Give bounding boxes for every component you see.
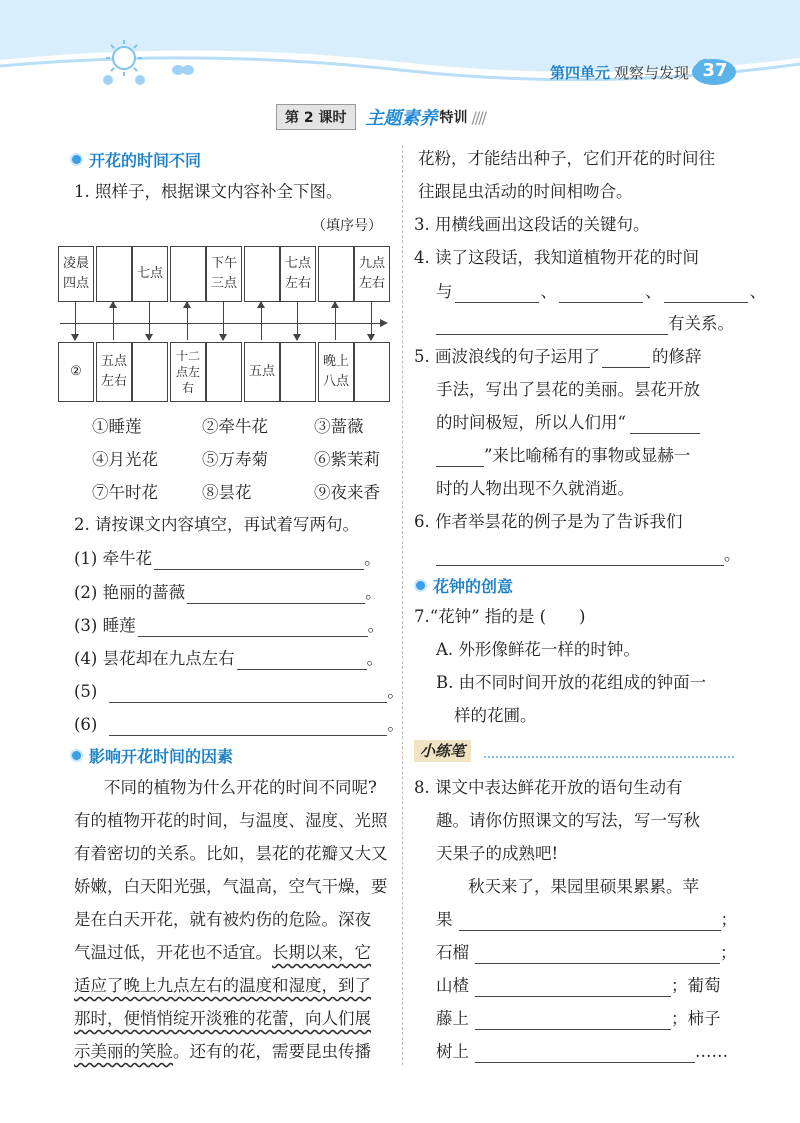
lesson-theme: 主题素养 [365,108,438,129]
answer-blank[interactable] [455,284,539,303]
q8-line: 树上 …… [436,1042,728,1061]
timeline-arrowhead-icon [380,319,388,327]
passage-line: 花粉，才能结出种子，它们开花的时间往 [418,149,715,168]
q4-blanks: 与 、 、 、 [436,282,766,301]
answer-blank[interactable] [436,316,668,335]
bullet-icon [72,751,81,760]
q2-item: (1) 牵牛花 [74,549,153,568]
passage-line: 有着密切的关系。比如，昙花的花瓣又大又 [74,844,388,863]
top-time-box: 九点 左右 [354,246,390,302]
unit-number: 第四单元 [550,64,611,82]
top-time-box[interactable] [170,246,206,302]
bottom-time-box[interactable] [354,342,390,402]
q8-line: 趣。请你仿照课文的写法，写一写秋 [436,811,700,830]
answer-blank[interactable] [187,585,365,604]
butterfly-icon [172,62,194,78]
q5-line: ”来比喻稀有的事物或显赫一 [436,445,690,467]
bottom-time-box[interactable] [280,342,316,402]
top-time-box[interactable] [318,246,354,302]
top-time-box: 凌晨 四点 [58,246,94,302]
option: ③蔷薇 [314,417,364,436]
bottom-time-box: 晚上 八点 [318,342,354,402]
section-heading-3: 花钟的创意 [416,574,513,597]
passage-line: 有的植物开花的时间，与温度、湿度、光照 [74,811,388,830]
q8-line: 石榴 ； [436,943,737,962]
diagram-arrow [335,302,336,340]
passage-line: 不同的植物为什么开花的时间不同呢? [104,778,377,797]
passage-line: 气温过低，开花也不适宜。长期以来，它 [74,943,371,962]
q3-stem: 3. 用横线画出这段话的关键句。 [414,215,650,234]
q2-item: (6) [74,715,98,734]
diagram-arrow [297,302,298,340]
bottom-time-box[interactable] [206,342,242,402]
passage-line: 示美丽的笑脸。还有的花，需要昆虫传播 [74,1042,371,1061]
passage-line: 娇嫩，白天阳光强，气温高，空气干燥，要 [74,877,388,896]
section-heading-1: 开花的时间不同 [72,148,201,171]
q2-stem: 2. 请按课文内容填空，再试着写两句。 [74,515,359,534]
unit-label [550,62,689,83]
q6-stem: 6. 作者举昙花的例子是为了告诉我们 [414,512,683,531]
q2-item: (5) [74,682,98,701]
diagram-arrow [223,302,224,340]
q4-end-line: 有关系。 [436,313,734,335]
section-heading-2: 影响开花时间的因素 [72,744,233,767]
top-time-box[interactable] [244,246,280,302]
answer-blank[interactable] [475,978,671,997]
lesson-number: 第 2 课时 [276,104,356,130]
q8-line: 8. 课文中表达鲜花开放的语句生动有 [414,778,683,797]
answer-blank[interactable] [664,284,748,303]
q2-item: (2) 艳丽的蔷薇 [74,583,186,602]
diagram-arrow [261,302,262,340]
answer-blank[interactable] [459,912,721,931]
passage-line: 是在白天开花，就有被灼伤的危险。深夜 [74,910,371,929]
q8-line: 天果子的成熟吧! [436,844,559,863]
option: ⑨夜来香 [314,483,380,502]
column-divider [402,145,403,1065]
answer-blank[interactable] [109,684,387,703]
diagram-arrow [187,302,188,340]
passage-line: 往跟昆虫活动的时间相吻合。 [418,182,633,201]
q4-stem: 4. 读了这段话，我知道植物开花的时间 [414,248,699,267]
page-number: 37 [702,60,728,81]
q5-line: 时的人物出现不久就消逝。 [436,479,634,498]
bottom-time-box: ② [58,342,94,402]
option: ⑧昙花 [202,483,252,502]
diagram-arrow [113,302,114,340]
option: ①睡莲 [92,417,142,436]
q7-option-a[interactable]: A. 外形像鲜花一样的时钟。 [436,640,640,659]
top-time-box: 七点 [132,246,168,302]
answer-blank[interactable] [475,945,720,964]
bottom-time-box: 五点 [244,342,280,402]
top-time-box: 下午 三点 [206,246,242,302]
answer-blank[interactable] [436,547,724,566]
q7-option-b[interactable]: B. 由不同时间开放的花组成的钟面一 [436,673,707,692]
q7-option-b-cont: 样的花圃。 [454,706,537,725]
q5-line: 手法，写出了昙花的美丽。昙花开放 [436,380,700,399]
title-decoration: //// [471,107,486,127]
answer-blank[interactable] [602,349,650,368]
answer-blank[interactable] [109,717,387,736]
sun-flower-icon [96,36,154,88]
option: ⑥紫茉莉 [314,450,380,469]
q1-stem: 1. 照样子，根据课文内容补全下图。 [74,182,343,201]
q5-line: 的时间极短，所以人们用“ [436,412,700,434]
answer-blank[interactable] [475,1011,671,1030]
top-time-box[interactable] [96,246,132,302]
top-time-box: 七点 左右 [280,246,316,302]
passage-line: 那时，便悄悄绽开淡雅的花蕾，向人们展 [74,1009,371,1028]
answer-blank[interactable] [154,551,364,570]
passage-line: 适应了晚上九点左右的温度和湿度，到了 [74,976,371,995]
lesson-suffix: 特训 [439,110,468,126]
bottom-time-box: 十二 点左 右 [170,342,206,402]
q8-line: 秋天来了，果园里硕果累累。苹 [468,877,699,896]
answer-blank[interactable] [436,448,484,467]
q2-item: (3) 睡莲 [74,616,136,635]
answer-blank[interactable] [237,651,367,670]
q6-answer-line: 。 [436,544,741,566]
unit-title: 观察与发现 [614,64,690,82]
bottom-time-box: 五点 左右 [96,342,132,402]
diagram-arrow [149,302,150,340]
lesson-title [276,104,485,130]
option: ④月光花 [92,450,158,469]
diagram-arrow [371,302,372,340]
bullet-icon [72,155,81,164]
practice-heading [414,740,734,764]
bullet-icon [416,581,425,590]
option: ②牵牛花 [202,417,268,436]
answer-blank[interactable] [138,618,368,637]
practice-label: 小练笔 [414,740,471,762]
answer-blank[interactable] [475,1044,695,1063]
answer-blank[interactable] [630,415,700,434]
answer-blank[interactable] [559,284,643,303]
diagram-arrow [75,302,76,340]
q7-stem: 7.“花钟” 指的是 ( ) [414,607,586,626]
practice-dotted-rule [484,756,734,758]
q1-hint: （填序号） [312,218,382,234]
q2-item: (4) 昙花却在九点左右 [74,649,235,668]
q8-line: 藤上 ；柿子 [436,1009,721,1028]
q8-line: 果 ； [436,910,737,929]
q8-line: 山楂 ；葡萄 [436,976,721,995]
option: ⑦午时花 [92,483,158,502]
q5-line: 5. 画波浪线的句子运用了 的修辞 [414,347,702,366]
option: ⑤万寿菊 [202,450,268,469]
bottom-time-box[interactable] [132,342,168,402]
